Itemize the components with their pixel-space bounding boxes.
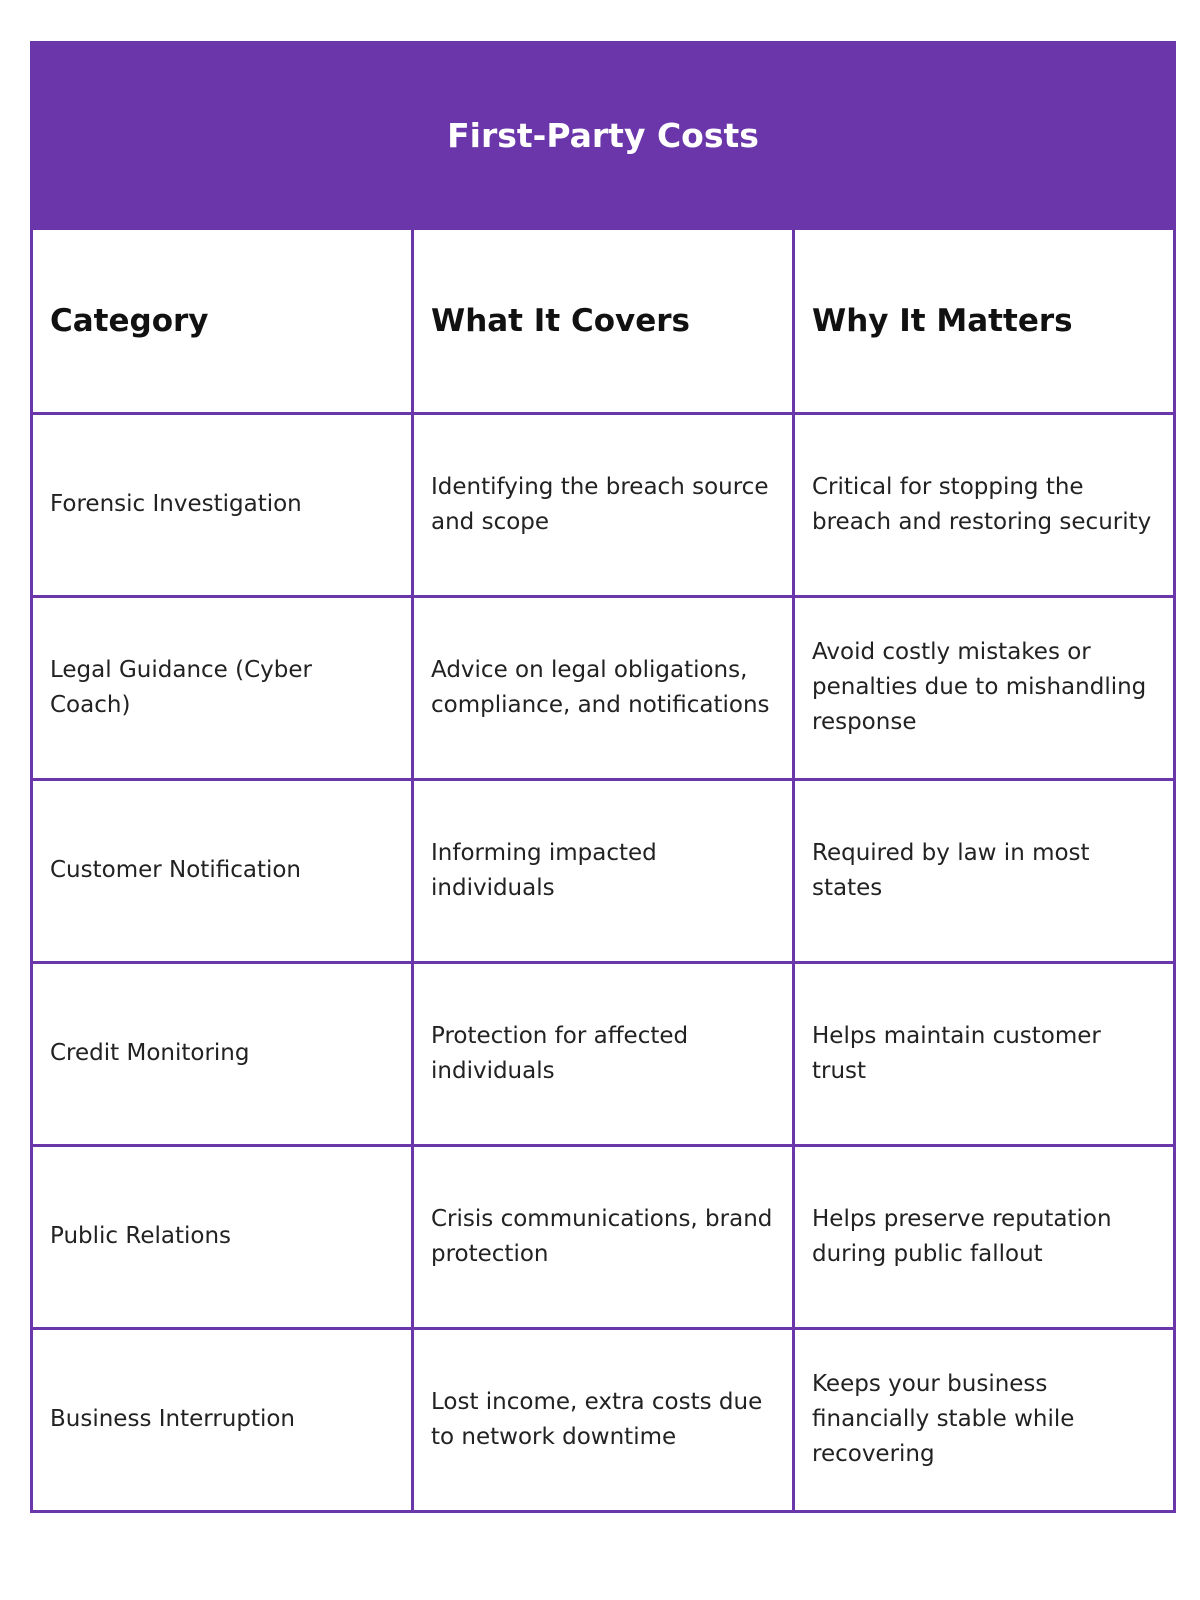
cell-category: Customer Notification <box>32 779 413 962</box>
cell-why-it-matters: Keeps your business financially stable while recovering <box>794 1328 1175 1511</box>
table-row <box>32 779 1175 962</box>
table-row <box>32 962 1175 1145</box>
cell-why-it-matters: Helps preserve reputation during public fallout <box>794 1145 1175 1328</box>
header-category: Category <box>32 230 413 413</box>
table-title: First-Party Costs <box>30 41 1176 230</box>
cell-what-it-covers: Informing impacted individuals <box>413 779 794 962</box>
cell-category: Credit Monitoring <box>32 962 413 1145</box>
cell-why-it-matters: Required by law in most states <box>794 779 1175 962</box>
cell-category: Business Interruption <box>32 1328 413 1511</box>
table-row <box>32 1328 1175 1511</box>
cell-category: Public Relations <box>32 1145 413 1328</box>
header-row <box>32 230 1175 413</box>
costs-table <box>30 230 1176 1513</box>
cell-why-it-matters: Critical for stopping the breach and restoring security <box>794 413 1175 596</box>
cell-why-it-matters: Avoid costly mistakes or penalties due to mishandling response <box>794 596 1175 779</box>
cell-what-it-covers: Identifying the breach source and scope <box>413 413 794 596</box>
cell-what-it-covers: Protection for affected individuals <box>413 962 794 1145</box>
cell-category: Legal Guidance (Cyber Coach) <box>32 596 413 779</box>
header-what-it-covers: What It Covers <box>413 230 794 413</box>
cell-what-it-covers: Advice on legal obligations, compliance, and notifications <box>413 596 794 779</box>
header-why-it-matters: Why It Matters <box>794 230 1175 413</box>
table-row <box>32 413 1175 596</box>
cell-what-it-covers: Crisis communications, brand protection <box>413 1145 794 1328</box>
costs-table-container <box>30 41 1176 1513</box>
cell-category: Forensic Investigation <box>32 413 413 596</box>
cell-what-it-covers: Lost income, extra costs due to network downtime <box>413 1328 794 1511</box>
cell-why-it-matters: Helps maintain customer trust <box>794 962 1175 1145</box>
table-row <box>32 1145 1175 1328</box>
table-row <box>32 596 1175 779</box>
